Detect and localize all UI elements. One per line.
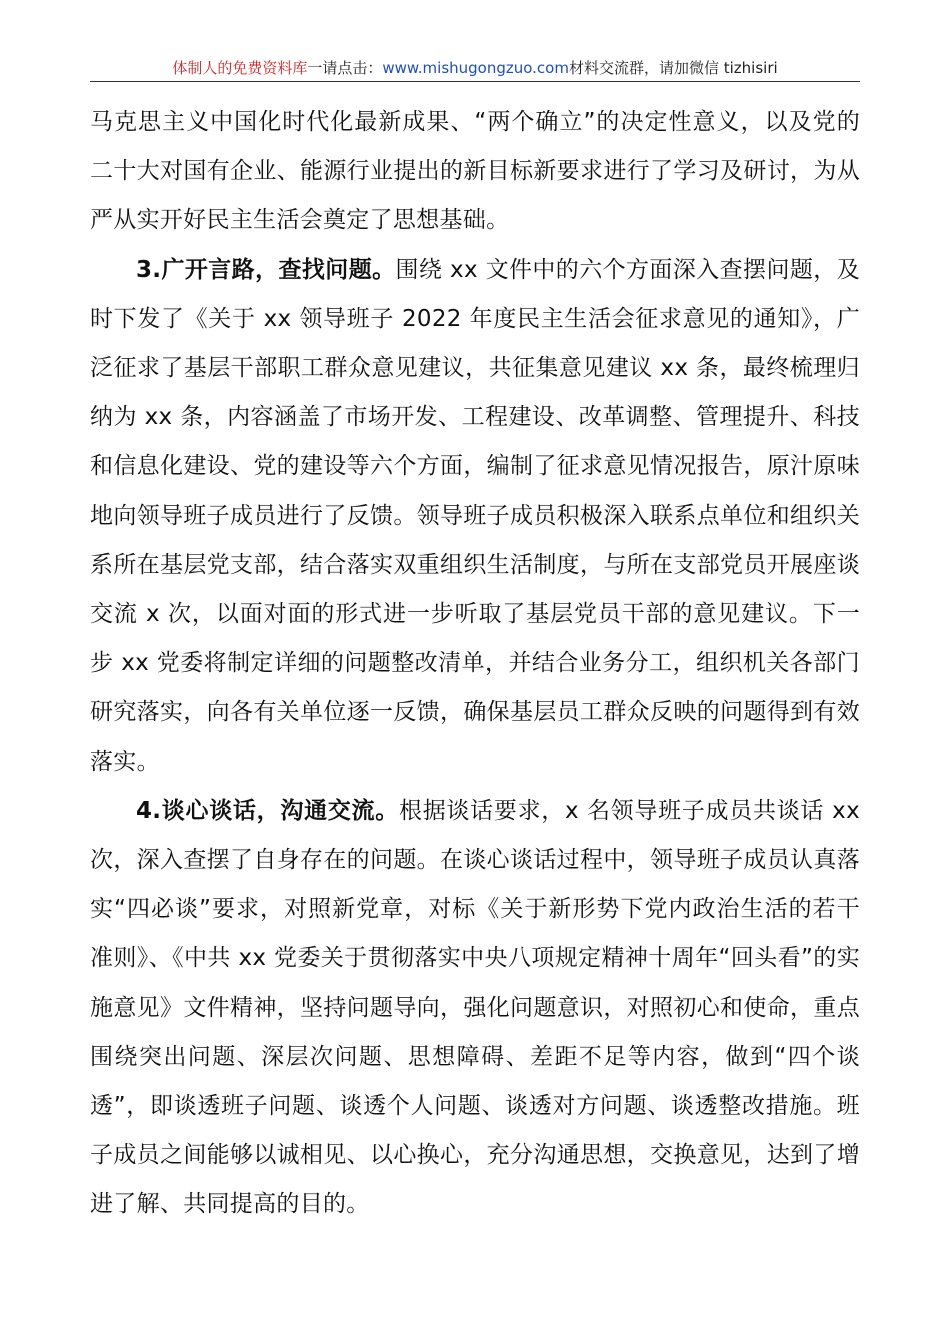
paragraph-text: 围绕 xx 文件中的六个方面深入查摆问题，及时下发了《关于 xx 领导班子 2022 年度民主生活会征求意见的通知》，广泛征求了基层干部职工群众意见建议，共征集意见建议 xx 条，最终梳理归纳为 xx 条，内容涵盖了市场开发、工程建设、改革调整、管理提升、科技和信息化建设、党的建设等六个方面，编制了征求意见情况报告，原汁原味地向领导班子成员进行了反馈。领导班子成员积极深入联系点单位和组织关系所在基层党支部，结合落实双重组织生活制度，与所在支部党员开展座谈交流 x 次，以面对面的形式进一步听取了基层党员干部的意见建议。下一步 xx 党委将制定详细的问题整改清单，并结合业务分工，组织机关各部门研究落实，向各有关单位逐一反馈，确保基层员工群众反映的问题得到有效落实。 xyxy=(90,256,860,775)
paragraph-section-3 xyxy=(90,246,860,787)
header-site-link[interactable]: www.mishugongzuo.com xyxy=(382,59,569,77)
header-contact-note: 材料交流群，请加微信 tizhisiri xyxy=(568,59,778,77)
paragraph-section-4 xyxy=(90,787,860,1230)
page-header xyxy=(90,58,860,78)
paragraph-continuation xyxy=(90,98,860,246)
paragraph-text: 马克思主义中国化时代化最新成果、“两个确立”的决定性意义，以及党的二十大对国有企业、能源行业提出的新目标新要求进行了学习及研讨，为从严从实开好民主生活会奠定了思想基础。 xyxy=(90,109,860,234)
paragraph-text: 根据谈话要求，x 名领导班子成员共谈话 xx 次，深入查摆了自身存在的问题。在谈心谈话过程中，领导班子成员认真落实“四必谈”要求，对照新党章，对标《关于新形势下党内政治生活的若干准则》、《中共 xx 党委关于贯彻落实中央八项规定精神十周年“回头看”的实施意见》文件精神，坚持问题导向，强化问题意识，对照初心和使命，重点围绕突出问题、深层次问题、思想障碍、差距不足等内容，做到“四个谈透”，即谈透班子问题、谈透个人问题、谈透对方问题、谈透整改措施。班子成员之间能够以诚相见、以心换心，充分沟通思想，交换意见，达到了增进了解、共同提高的目的。 xyxy=(90,797,861,1218)
section-heading: 4.谈心谈话，沟通交流。 xyxy=(136,797,399,824)
header-divider xyxy=(90,81,860,82)
document-body xyxy=(90,98,860,1230)
header-brand: 体制人的免费资料库 xyxy=(172,59,308,77)
section-heading: 3.广开言路，查找问题。 xyxy=(136,256,396,283)
header-prompt: 一请点击： xyxy=(307,59,383,77)
